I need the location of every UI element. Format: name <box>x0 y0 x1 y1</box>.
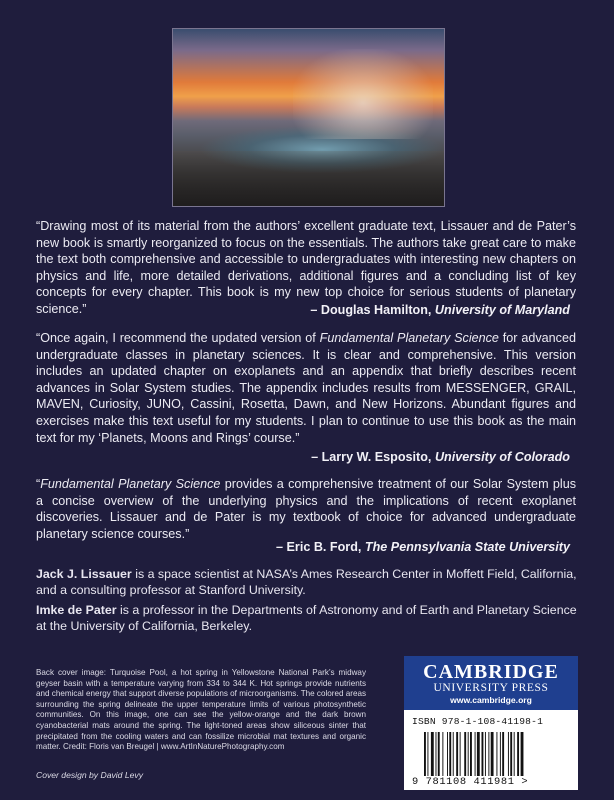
isbn-barcode <box>404 710 578 790</box>
publisher-name: CAMBRIDGE <box>423 661 559 683</box>
steam-cloud <box>293 49 433 139</box>
foreground-ground <box>173 151 444 206</box>
cover-image-credit: Back cover image: Turquoise Pool, a hot spring in Yellowstone National Park’s midway geyser basin with a temperature varying from 334 to 344 K. Hot springs provide nutrients and chemical energy that support diverse populations of microorganisms. The colored areas surrounding the spring delineate the upper temperature limits of various photosynthetic communities. On this image, one can see the yellow-orange and the dark brown cyanobacterial mats around the spring. The light-toned areas show siliceous sinter that precipitated from the cooling waters and can fossilize microbial mat textures and organic matter. Credit: Floris van Breugel | www.ArtInNaturePhotography.com <box>36 668 366 752</box>
bio-de-pater: Imke de Pater is a professor in the Departments of Astronomy and of Earth and Planetary Science at the University of California, Berkeley. <box>36 603 577 634</box>
barcode-bars <box>424 732 564 776</box>
cover-photo-turquoise-pool <box>172 28 445 207</box>
publisher-logo <box>404 656 578 710</box>
cover-design-credit: Cover design by David Levy <box>36 770 143 780</box>
publisher-url: www.cambridge.org <box>450 695 532 705</box>
quote-ford: “Fundamental Planetary Science provides a comprehensive treatment of our Solar System plus a concise overview of the underlying physics and the implications of recent exoplanet discoveries. Lissauer and de Pater is my textbook of choice for advanced undergraduate planetary science courses.” <box>36 477 577 541</box>
isbn-text: ISBN 978-1-108-41198-1 <box>412 716 544 727</box>
attribution-hamilton: – Douglas Hamilton, University of Maryland <box>310 303 570 317</box>
barcode-digits: 9 781108 411981 > <box>412 776 529 788</box>
quote-hamilton: “Drawing most of its material from the authors’ excellent graduate text, Lissauer and de Pater’s new book is smartly reorganized to focus on the essentials. The authors take great care to make the text both comprehensive and accessible to undergraduates with interesting new chapters on physics and life, more detailed derivations, additional figures and a concluding list of key concepts for every chapter. This book is my new top choice for serious students of planetary science.” <box>36 219 576 316</box>
attribution-esposito: – Larry W. Esposito, University of Colorado <box>311 450 570 464</box>
quote-esposito: “Once again, I recommend the updated version of Fundamental Planetary Science for advanced undergraduate classes in planetary sciences. It is clear and comprehensive. This version includes an updated chapter on exoplanets and an appendix that briefly describes recent advances in Solar System studies. The appendix includes results from MESSENGER, GRAIL, MAVEN, Curiosity, JUNO, Cassini, Rosetta, Dawn, and New Horizons. Abundant figures and exercises make this text useful for my students. I plan to continue to use this book as the main text for my ‘Planets, Moons and Rings’ course.” <box>36 331 576 445</box>
bio-lissauer: Jack J. Lissauer is a space scientist at NASA’s Ames Research Center in Moffett Field, California, and a consulting professor at Stanford University. <box>36 567 577 598</box>
publisher-subname: UNIVERSITY PRESS <box>433 682 549 694</box>
attribution-ford: – Eric B. Ford, The Pennsylvania State University <box>276 540 570 554</box>
